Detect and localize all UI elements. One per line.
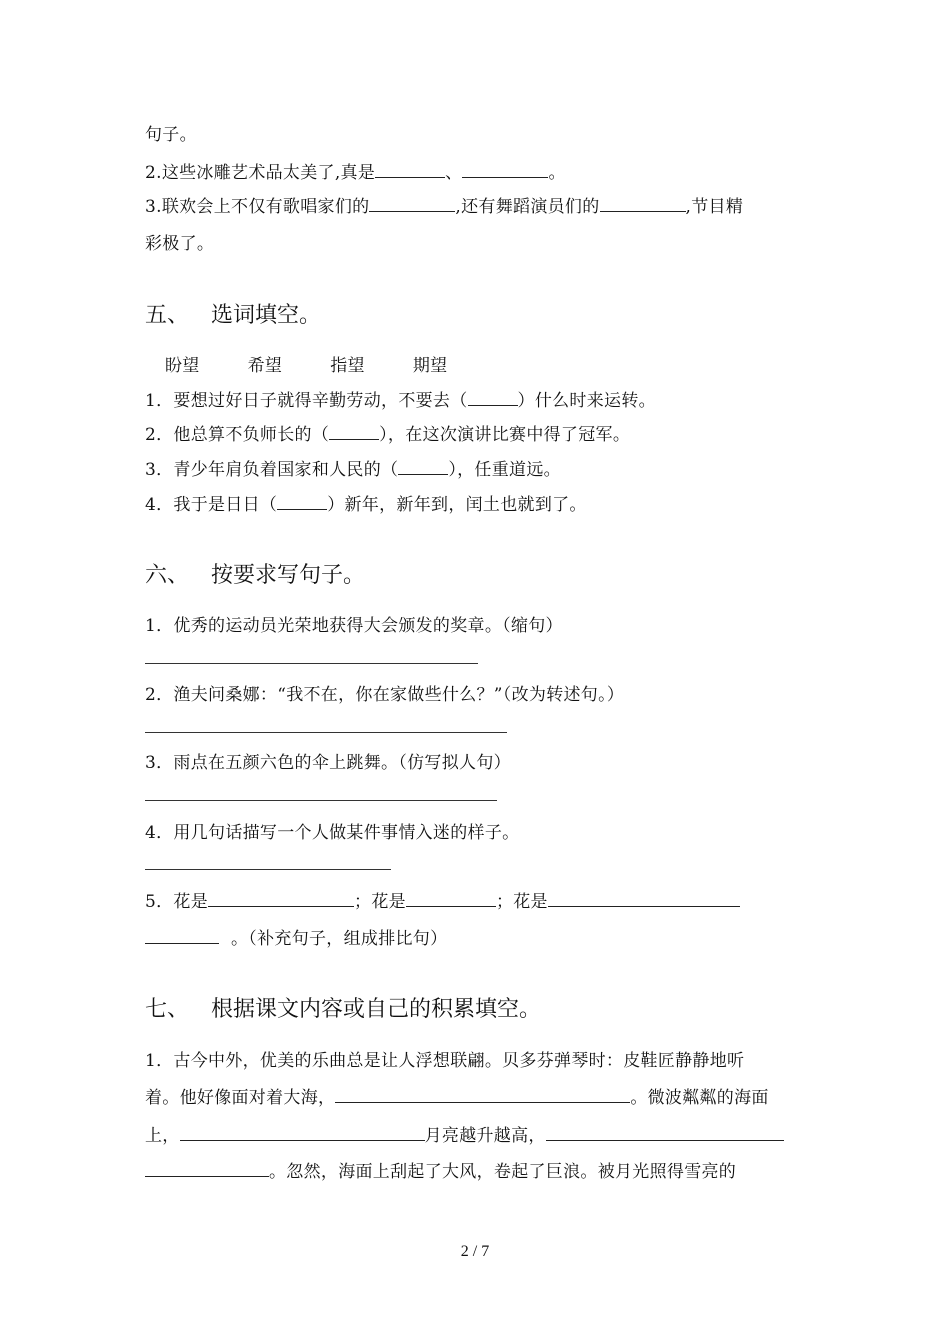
- sec7-line-2: 着。他好像面对着大海， 。微波粼粼的海面: [145, 1088, 769, 1108]
- sec5-q3: 3．青少年肩负着国家和人民的（ ），任重道远。: [145, 460, 561, 480]
- sec5-q1: 1．要想过好日子就得辛勤劳动，不要去（ ）什么时来运转。: [145, 391, 656, 411]
- blank: [180, 1139, 425, 1141]
- blank: [600, 210, 686, 212]
- sec6-q5: 5．花是 ；花是 ；花是: [145, 887, 740, 912]
- blank: [335, 1101, 630, 1103]
- sec6-q3: 3．雨点在五颜六色的伞上跳舞。（仿写拟人句）: [145, 753, 511, 773]
- page-number: 2 / 7: [460, 1243, 490, 1260]
- answer-line: [145, 869, 391, 870]
- sec6-q2: 2．渔夫问桑娜：“我不在，你在家做些什么？”（改为转述句。）: [145, 685, 625, 705]
- sec7-line-1: 1．古今中外，优美的乐曲总是让人浮想联翩。贝多芬弹琴时：皮鞋匠静静地听: [145, 1051, 745, 1071]
- sec7-line-4: 。忽然，海面上刮起了大风，卷起了巨浪。被月光照得雪亮的: [145, 1157, 736, 1182]
- option-word: 期望: [412, 356, 448, 376]
- sec4-line-3: 3.联欢会上不仅有歌唱家们的 ,还有舞蹈演员们的 ,节目精: [145, 197, 744, 217]
- sec6-q5-cont: 。（补充句子，组成排比句）: [145, 924, 447, 949]
- sec4-line-4: 彩极了。: [145, 234, 215, 254]
- blank: [329, 438, 379, 440]
- sec7-line-3: 上， 月亮越升越高，: [145, 1121, 784, 1146]
- blank: [145, 942, 219, 944]
- blank: [462, 176, 548, 178]
- answer-line: [145, 732, 507, 733]
- option-word: 希望: [247, 356, 283, 376]
- blank: [546, 1139, 784, 1141]
- sec5-q2: 2．他总算不负师长的（ ），在这次演讲比赛中得了冠军。: [145, 425, 631, 445]
- blank: [375, 176, 445, 178]
- answer-line: [145, 663, 478, 664]
- sec4-line-1: 句子。: [145, 125, 197, 145]
- blank: [208, 905, 354, 907]
- option-word: 指望: [330, 356, 365, 376]
- sec4-line-2: 2.这些冰雕艺术品太美了,真是 、 。: [145, 163, 566, 183]
- blank: [145, 1175, 269, 1177]
- option-word: 盼望: [165, 356, 200, 376]
- blank: [398, 473, 448, 475]
- section-5-heading: 五、 选词填空。: [145, 303, 322, 328]
- blank: [468, 404, 518, 406]
- blank: [277, 508, 327, 510]
- section-7-heading: 七、 根据课文内容或自己的积累填空。: [145, 997, 542, 1022]
- sec5-q4: 4．我于是日日（ ）新年，新年到，闰土也就到了。: [145, 495, 587, 515]
- section-6-heading: 六、 按要求写句子。: [145, 563, 366, 588]
- sec6-q4: 4．用几句话描写一个人做某件事情入迷的样子。: [145, 823, 520, 843]
- blank: [369, 210, 455, 212]
- word-options: [165, 351, 495, 376]
- answer-line: [145, 800, 497, 801]
- blank: [548, 905, 740, 907]
- sec6-q1: 1．优秀的运动员光荣地获得大会颁发的奖章。（缩句）: [145, 616, 563, 636]
- blank: [406, 905, 496, 907]
